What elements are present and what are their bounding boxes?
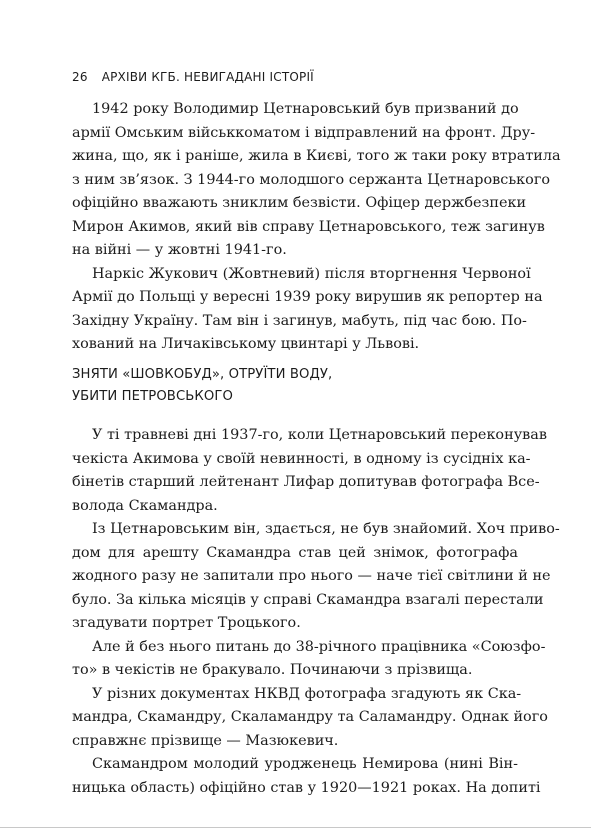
text-line: з ним зв’язок. З 1944-го молодшого сержанта Цетнаровського [72,171,551,188]
text-line: чекіста Акимова у своїй невинності, в одному із сусідніх ка- [72,450,531,467]
running-head-title: АРХІВИ КГБ. НЕВИГАДАНІ ІСТОРІЇ [101,70,314,84]
text-line: справжнє прізвище — Мазюкевич. [72,732,339,749]
page-bottom-edge [0,827,591,828]
text-line: Армії до Польщі у вересні 1939 року вирушив як репортер на [72,289,543,305]
text-line: то» в чекістів не бракувало. Починаючи з прізвища. [72,662,473,678]
text-line: Скамандром молодий уродженець Немирова (нині Він- [92,756,518,772]
text-line: У ті травневі дні 1937-го, коли Цетнаровський переконував [92,427,547,443]
text-line: Наркіс Жукович (Жовтневий) після вторгнення Червоної [92,265,531,282]
text-line: бінетів старший лейтенант Лифар допитував фотографа Все- [72,474,540,490]
text-line: Мирон Акимов, який вів справу Цетнаровського, теж загинув [72,218,545,235]
text-line: дом для арешту Скамандра став цей знімок, фотографа [72,544,518,561]
text-line: жина, що, як і раніше, жила в Києві, того ж таки року втратила [72,148,561,164]
heading-line-2: УБИТИ ПЕТРОВСЬКОГО [72,389,233,404]
text-line: Але й без нього питань до 38-річного працівника «Союзфо- [92,638,546,655]
section-1-text [72,98,561,357]
text-line: армії Омським військкоматом і відправлений на фронт. Дру- [72,124,536,141]
text-line: У різних документах НКВД фотографа згадують як Ска- [92,685,522,702]
text-line: волода Скамандра. [72,497,218,514]
section-2-text [72,424,560,800]
text-line: офіційно вважають зниклим безвісти. Офіцер держбезпеки [72,195,527,211]
text-line: Західну Україну. Там він і загинув, мабуть, під час бою. По- [72,312,527,329]
running-head [72,70,532,84]
text-line: на війні — у жовтні 1941-го. [72,242,287,258]
text-line: хований на Личаківському цвинтарі у Львові. [72,336,420,352]
text-line: Із Цетнаровським він, здається, не був знайомий. Хоч приво- [92,521,560,537]
text-line: мандра, Скамандру, Скаламандру та Саламандру. Однак його [72,709,548,725]
text-line: жодного разу не запитали про нього — наче тієї світлини й не [72,568,551,584]
text-line: було. За кілька місяців у справі Скамандра взагалі перестали [72,591,544,608]
heading-line-1: ЗНЯТИ «ШОВКОБУД», ОТРУЇТИ ВОДУ, [72,367,333,382]
section-heading [72,364,532,408]
text-line: ницька область) офіційно став у 1920—1921 роках. На допиті [72,779,541,796]
text-line: 1942 року Володимир Цетнаровський був призваний до [92,101,519,117]
text-line: згадувати портрет Троцького. [72,615,301,631]
page-number: 26 [72,70,88,84]
